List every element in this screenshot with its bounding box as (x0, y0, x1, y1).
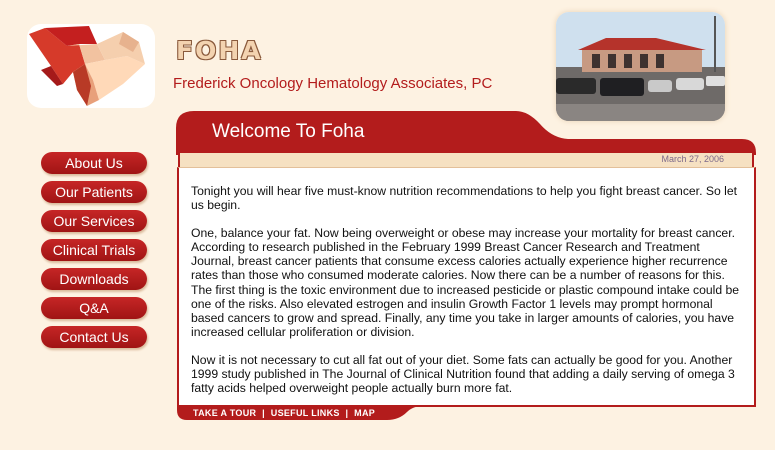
article-body (177, 167, 756, 407)
page-title: Welcome To Foha (212, 121, 365, 142)
nav-downloads-button[interactable]: Downloads (41, 268, 147, 290)
building-photo-image (556, 12, 725, 121)
nav-clinical-trials-button[interactable]: Clinical Trials (41, 239, 147, 261)
footer-links (193, 408, 375, 418)
ribbon-logo-icon (27, 24, 155, 108)
nav-our-patients-button[interactable]: Our Patients (41, 181, 147, 203)
nav-our-services-button[interactable]: Our Services (41, 210, 147, 232)
article-paragraph: Tonight you will hear five must-know nutrition recommendations to help you fight breast cancer. So let us begin. (191, 184, 738, 213)
main-navigation (41, 152, 147, 355)
nav-contact-us-button[interactable]: Contact Us (41, 326, 147, 348)
article-paragraph: Now it is not necessary to cut all fat out of your diet. Some fats can actually be good for you. Another 1999 study published in The Journal of Clinical Nutrition found that adding a daily serving of omega 3 fatty acids helped overweight people actually burn more fat. (191, 352, 735, 396)
date-bar (178, 153, 754, 167)
nav-qa-button[interactable]: Q&A (41, 297, 147, 319)
footer-useful-links-link[interactable]: USEFUL LINKS (270, 408, 340, 418)
footer-take-a-tour-link[interactable]: TAKE A TOUR (193, 408, 257, 418)
post-date: March 27, 2006 (661, 154, 724, 164)
building-photo (556, 12, 725, 121)
practice-name: Frederick Oncology Hematology Associates, PC (173, 75, 493, 92)
article-paragraph: One, balance your fat. Now being overweight or obese may increase your mortality for breast cancer. According to research published in the February 1999 Breast Cancer Research and Treatment Journal, breast cancer patients that consume excess calories actually experience higher recurrence rates than those who consumed moderate calories. Now there can be a number of reasons for this. The first thing is the toxic environment due to increased pesticide or plastic compound intake could be one of the risks. Also elevated estrogen and insulin Growth Factor 1 levels may prompt hormonal based cancers to grow and spread. Finally, any time you take in larger amounts of calories, you have increased cellular proliferation or division. (191, 226, 740, 339)
brand-name: FOHA (176, 36, 263, 65)
footer-separator: | (262, 408, 265, 418)
footer-map-link[interactable]: MAP (354, 408, 376, 418)
nav-about-us-button[interactable]: About Us (41, 152, 147, 174)
site-logo[interactable] (27, 24, 155, 108)
footer-separator: | (345, 408, 349, 418)
